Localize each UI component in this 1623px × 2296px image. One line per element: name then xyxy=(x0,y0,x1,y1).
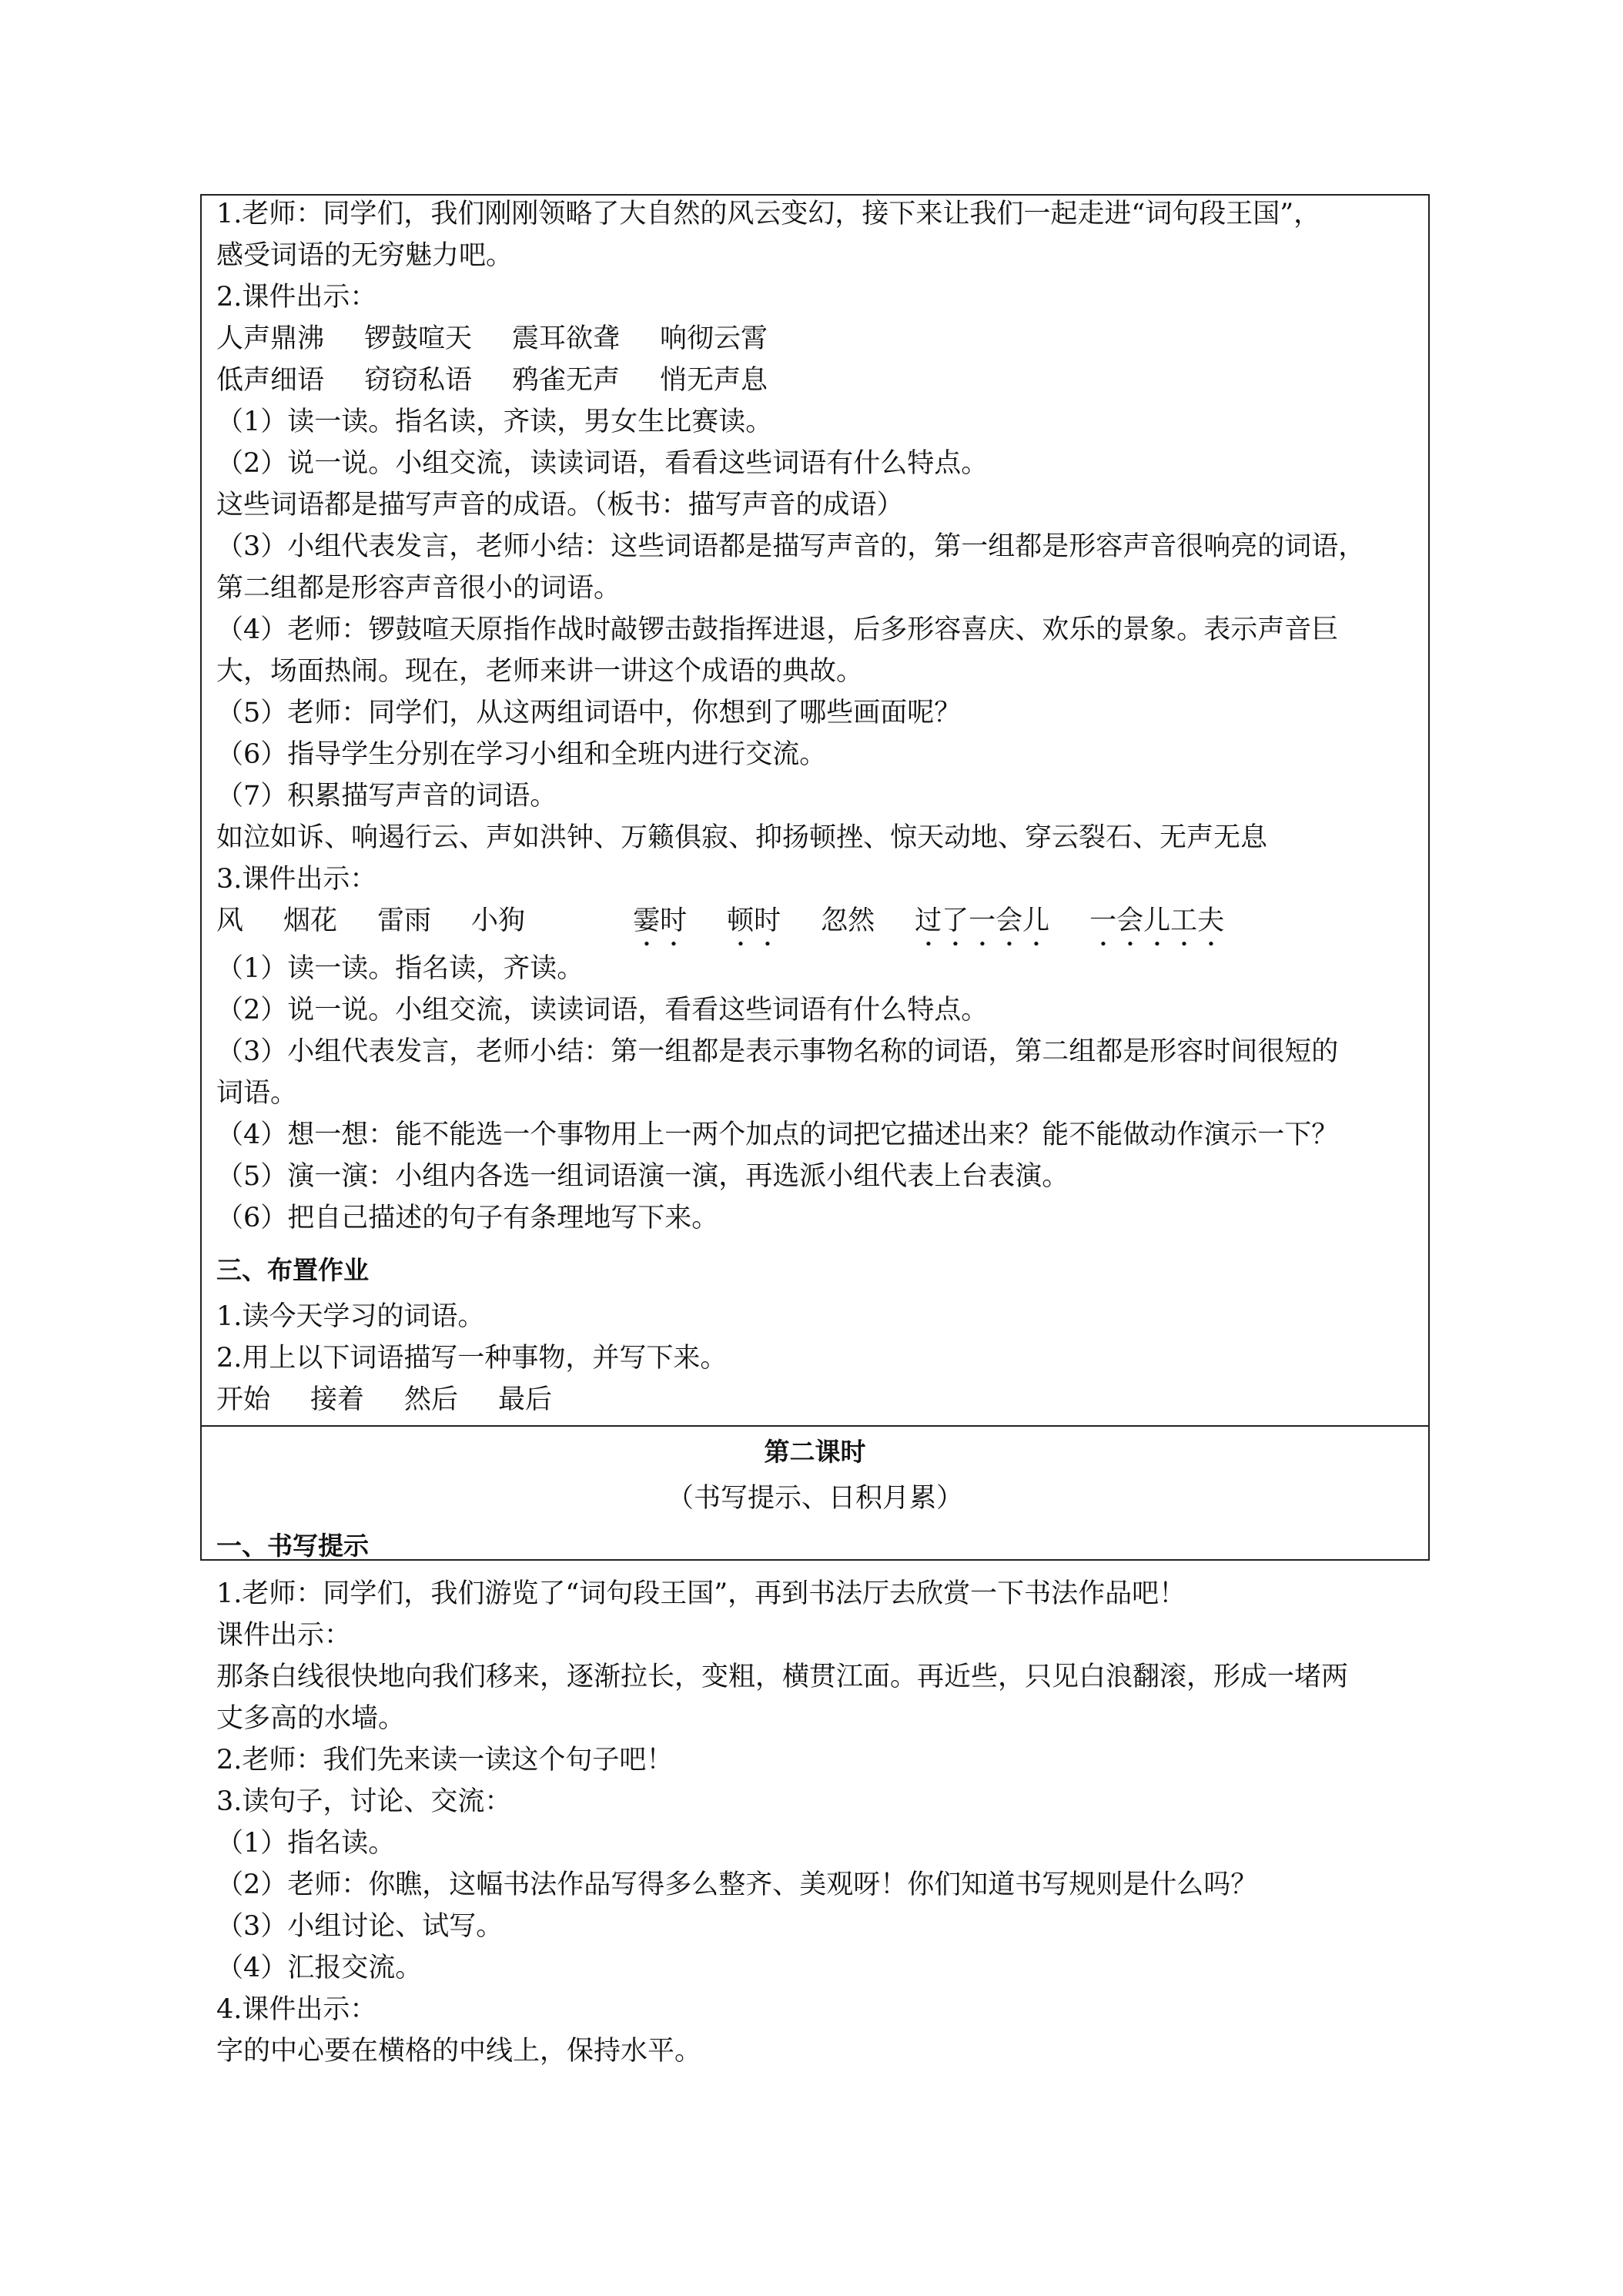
word-row-loud xyxy=(216,320,808,357)
text-line: （4）想一想：能不能选一个事物用上一两个加点的词把它描述出来？能不能做动作演示一下？ xyxy=(216,1120,1339,1150)
dotted-word: 过了一会儿 xyxy=(915,905,1050,936)
word: 雷雨 xyxy=(377,905,432,936)
text-line: （4）汇报交流。 xyxy=(216,1953,423,1983)
word-row-quiet xyxy=(216,362,808,399)
row-divider xyxy=(202,1425,1428,1427)
dotted-word: 霎时 xyxy=(633,905,688,936)
word: 响彻云霄 xyxy=(660,323,768,354)
text-line: 丈多高的水墙。 xyxy=(216,1703,406,1734)
text-line: （1）读一读。指名读，齐读。 xyxy=(216,953,584,984)
text-line: （3）小组代表发言，老师小结：第一组都是表示事物名称的词语，第二组都是形容时间很短的 xyxy=(216,1036,1339,1067)
section-heading: 三、布置作业 xyxy=(216,1255,369,1285)
text-line: 3.课件出示： xyxy=(216,864,377,895)
text-line: （6）指导学生分别在学习小组和全班内进行交流。 xyxy=(216,739,827,770)
word: 然后 xyxy=(404,1384,459,1415)
text-line: 如泣如诉、响遏行云、声如洪钟、万籁俱寂、抑扬顿挫、惊天动地、穿云裂石、无声无息 xyxy=(216,822,1268,853)
text-line: 1.老师：同学们，我们游览了“词句段王国”，再到书法厅去欣赏一下书法作品吧！ xyxy=(216,1578,1186,1609)
text-line: （4）老师：锣鼓喧天原指作战时敲锣击鼓指挥进退，后多形容喜庆、欢乐的景象。表示声音巨 xyxy=(216,614,1339,645)
text-line: 课件出示： xyxy=(216,1620,352,1651)
word: 开始 xyxy=(216,1384,271,1415)
text-line: （6）把自己描述的句子有条理地写下来。 xyxy=(216,1203,719,1233)
text-line: 这些词语都是描写声音的成语。（板书：描写声音的成语） xyxy=(216,490,904,520)
word: 鸦雀无声 xyxy=(512,365,621,396)
lesson-plan-table xyxy=(200,194,1430,2067)
word: 震耳欲聋 xyxy=(512,323,621,354)
word: 最后 xyxy=(498,1384,553,1415)
word: 小狗 xyxy=(471,905,526,936)
word: 低声细语 xyxy=(216,365,325,396)
word: 风 xyxy=(216,905,244,936)
text-line: （3）小组代表发言，老师小结：这些词语都是描写声音的，第一组都是形容声音很响亮的词语， xyxy=(216,531,1366,562)
word: 锣鼓喧天 xyxy=(364,323,473,354)
text-line: 感受词语的无穷魅力吧。 xyxy=(216,240,514,271)
word: 人声鼎沸 xyxy=(216,323,325,354)
word: 烟花 xyxy=(283,905,338,936)
word: 接着 xyxy=(310,1384,365,1415)
word: 悄无声息 xyxy=(660,365,768,396)
word: 窃窃私语 xyxy=(364,365,473,396)
text-line: 4.课件出示： xyxy=(216,1994,377,2025)
text-line: 2.老师：我们先来读一读这个句子吧！ xyxy=(216,1745,674,1776)
text-line: 1.读今天学习的词语。 xyxy=(216,1301,485,1332)
text-line: 2.用上以下词语描写一种事物，并写下来。 xyxy=(216,1343,728,1374)
text-line: 那条白线很快地向我们移来，逐渐拉长，变粗，横贯江面。再近些，只见白浪翻滚，形成一堵两 xyxy=(216,1662,1349,1692)
word-row-nouns xyxy=(216,902,1264,952)
text-line: （2）说一说。小组交流，读读词语，看看这些词语有什么特点。 xyxy=(216,995,989,1026)
text-line: （3）小组讨论、试写。 xyxy=(216,1911,504,1942)
text-line: 1.老师：同学们，我们刚刚领略了大自然的风云变幻，接下来让我们一起走进“词句段王国”， xyxy=(216,199,1321,229)
text-line: 词语。 xyxy=(216,1078,298,1109)
text-line: （5）老师：同学们，从这两组词语中，你想到了哪些画面呢？ xyxy=(216,698,962,728)
text-line: （7）积累描写声音的词语。 xyxy=(216,781,557,812)
lesson-title: 第二课时 xyxy=(764,1437,866,1467)
dotted-word: 顿时 xyxy=(727,905,781,936)
word-row-sequence xyxy=(216,1381,592,1418)
text-line: （1）指名读。 xyxy=(216,1828,396,1859)
section-heading: 一、书写提示 xyxy=(216,1531,369,1561)
text-line: （1）读一读。指名读，齐读，男女生比赛读。 xyxy=(216,407,773,437)
text-line: （2）说一说。小组交流，读读词语，看看这些词语有什么特点。 xyxy=(216,448,989,479)
text-line: 大，场面热闹。现在，老师来讲一讲这个成语的典故。 xyxy=(216,656,864,687)
word: 忽然 xyxy=(821,905,875,936)
text-line: 第二组都是形容声音很小的词语。 xyxy=(216,573,621,604)
text-line: （5）演一演：小组内各选一组词语演一演，再选派小组代表上台表演。 xyxy=(216,1161,1069,1192)
text-line: 3.读句子，讨论、交流： xyxy=(216,1786,512,1817)
text-line: 2.课件出示： xyxy=(216,282,377,313)
text-line: （2）老师：你瞧，这幅书法作品写得多么整齐、美观呀！你们知道书写规则是什么吗？ xyxy=(216,1869,1258,1900)
dotted-word: 一会儿工夫 xyxy=(1089,905,1225,936)
text-line: 字的中心要在横格的中线上，保持水平。 xyxy=(216,2036,702,2067)
lesson-subtitle: （书写提示、日积月累） xyxy=(666,1483,963,1514)
